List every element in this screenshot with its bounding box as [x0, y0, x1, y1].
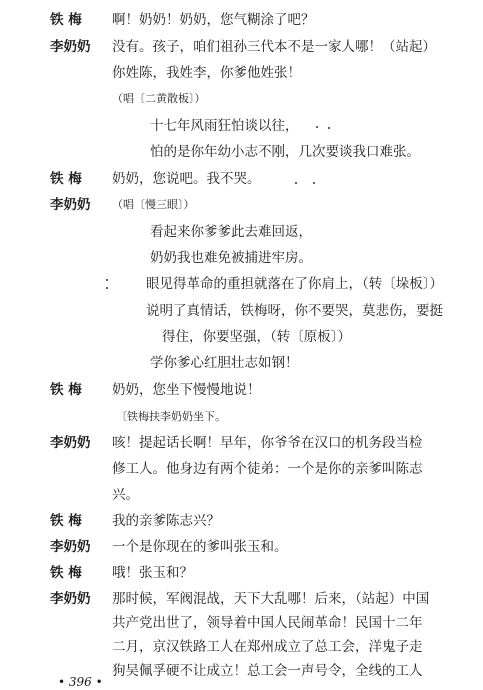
print-speck [106, 279, 108, 281]
dialogue-line: 没有。孩子，咱们祖孙三代本不是一家人哪！（站起） [112, 39, 436, 55]
verse-line: 怕的是你年幼小志不刚，几次要谈我口难张。 [150, 144, 420, 160]
dialogue-line: 啊！奶奶！奶奶，您气糊涂了吧？ [112, 12, 315, 28]
dialogue-line: 狗吴佩孚硬不让成立！总工会一声号令，全线的工人 [112, 663, 423, 679]
dialogue-line: 那时候，军阀混战，天下大乱哪！后来，（站起）中国 [112, 591, 430, 607]
speaker-label: 李奶奶 [50, 435, 91, 451]
print-speck [328, 127, 330, 129]
stage-direction: 〔铁梅扶李奶奶坐下。 [116, 410, 226, 423]
dialogue-line: 共产党出世了，领导着中国人民闹革命！民国十二年 [112, 615, 423, 631]
print-speck [316, 126, 318, 128]
dialogue-line: 一个是你现在的爹叫张玉和。 [112, 539, 288, 555]
page-number: • 396 • [58, 675, 103, 689]
speaker-label: 李奶奶 [50, 539, 91, 555]
print-speck [106, 287, 108, 289]
speaker-label: 铁 梅 [50, 565, 82, 581]
verse-line: 眼见得革命的重担就落在了你肩上，（转〔垛板〕） [146, 276, 443, 292]
verse-line: 看起来你爹爹此去难回返， [150, 224, 312, 240]
verse-line: 奶奶我也难免被捕进牢房。 [150, 250, 312, 266]
stage-direction: （唱〔二黄散板〕） [112, 92, 206, 105]
verse-line: 得住，你要坚强，（转〔原板〕） [162, 329, 351, 345]
speaker-label: 李奶奶 [50, 39, 91, 55]
speaker-label: 铁 梅 [50, 12, 82, 28]
speaker-label: 铁 梅 [50, 382, 82, 398]
dialogue-line: 二月，京汉铁路工人在郑州成立了总工会，洋鬼子走 [112, 639, 423, 655]
print-speck [313, 182, 315, 184]
speaker-label: 李奶奶 [50, 197, 91, 213]
dialogue-line: 我的亲爹陈志兴？ [112, 513, 220, 529]
verse-line: 十七年风雨狂怕谈以往， [150, 118, 299, 134]
dialogue-line: 哦！张玉和？ [112, 565, 193, 581]
dialogue-line: 你姓陈，我姓李，你爹他姓张！ [112, 65, 301, 81]
dialogue-line: 奶奶，您说吧。我不哭。 [112, 171, 261, 187]
speaker-label: 铁 梅 [50, 171, 82, 187]
dialogue-line: 兴。 [112, 487, 139, 503]
dialogue-line: 修工人。他身边有两个徒弟：一个是你的亲爹叫陈志 [112, 461, 423, 477]
stage-direction: （唱〔慢三眼〕） [112, 198, 195, 211]
speaker-label: 李奶奶 [50, 591, 91, 607]
dialogue-line: 咳！提起话长啊！早年，你爷爷在汉口的机务段当检 [112, 435, 423, 451]
verse-line: 说明了真情话，铁梅呀，你不要哭，莫悲伤，要挺 [146, 303, 443, 319]
speaker-label: 铁 梅 [50, 513, 82, 529]
dialogue-line: 奶奶，您坐下慢慢地说！ [112, 382, 261, 398]
verse-line: 学你爹心红胆壮志如钢！ [150, 355, 299, 371]
print-speck [295, 182, 297, 184]
